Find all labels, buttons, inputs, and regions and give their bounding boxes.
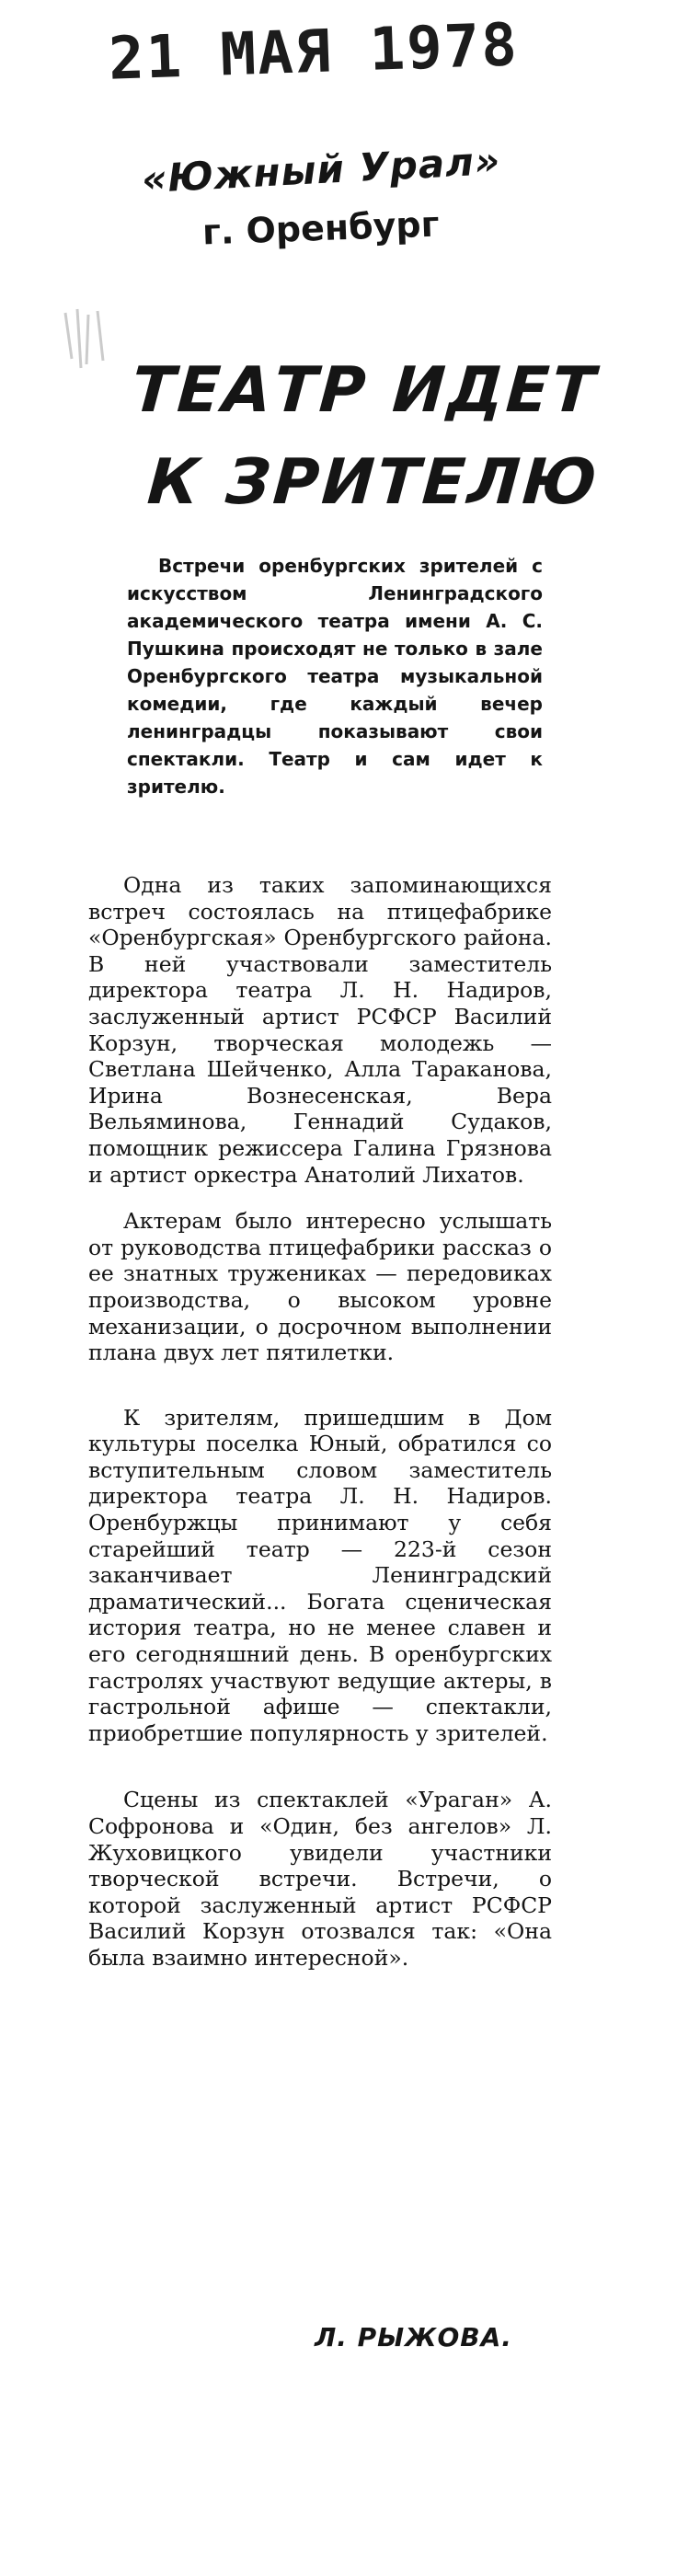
article-body [88,872,552,1972]
article-paragraph-4: Сцены из спектаклей «Ураган» А. Софронова и «Один, без ангелов» Л. Жуховицкого увидели участники творческой встречи. Встречи, о которой заслуженный артист РСФСР Василий Корзун отозвался так: «Она была взаимно интересной». [88,1787,552,1971]
article-paragraph-1: Одна из таких запоминающихся встреч состоялась на птицефабрике «Оренбургская» Оренбургского района. В ней участвовали заместитель директора театра Л. Н. Надиров, заслуженный артист РСФСР Василий Корзун, творческая молодежь — Светлана Шейченко, Алла Тараканова, Ирина Вознесенская, Вера Вельяминова, Геннадий Судаков, помощник режиссера Галина Грязнова и артист оркестра Анатолий Лихатов. [88,872,552,1188]
article-lead: Встречи оренбургских зрителей с искусством Ленинградского академического театра имени А. С. Пушкина происходят не только в зале Оренбургского театра музыкальной комедии, где каждый вечер ленинградцы показывают свои спектакли. Театр и сам идет к зрителю. [127,555,543,798]
stamp-newspaper-name: «Южный Урал» [140,137,502,202]
headline-line-2: К ЗРИТЕЛЮ [144,446,602,519]
stamp-date: 21 МАЯ 1978 [107,11,520,94]
headline-line-1: ТЕАТР ИДЕТ [129,354,600,427]
scan-edge-marks [61,304,116,377]
stamp-city: г. Оренбург [201,203,441,253]
author-signature: Л. РЫЖОВА. [315,2322,512,2352]
article-paragraph-3: К зрителям, пришедшим в Дом культуры поселка Юный, обратился со вступительным словом заместитель директора театра Л. Н. Надиров. Оренбуржцы принимают у себя старейший театр — 223-й сезон заканчивает Ленинградский драматический... Богата сценическая история театра, но не менее славен и его сегодняшний день. В оренбургских гастролях участвуют ведущие актеры, в гастрольной афише — спектакли, приобретшие популярность у зрителей. [88,1404,552,1746]
article-paragraph-2: Актерам было интересно услышать от руководства птицефабрики рассказ о ее знатных тружениках — передовиках производства, о высоком уровне механизации, о досрочном выполнении плана двух лет пятилетки. [88,1208,552,1366]
archive-stamp [101,11,520,258]
article-headline [122,345,602,529]
